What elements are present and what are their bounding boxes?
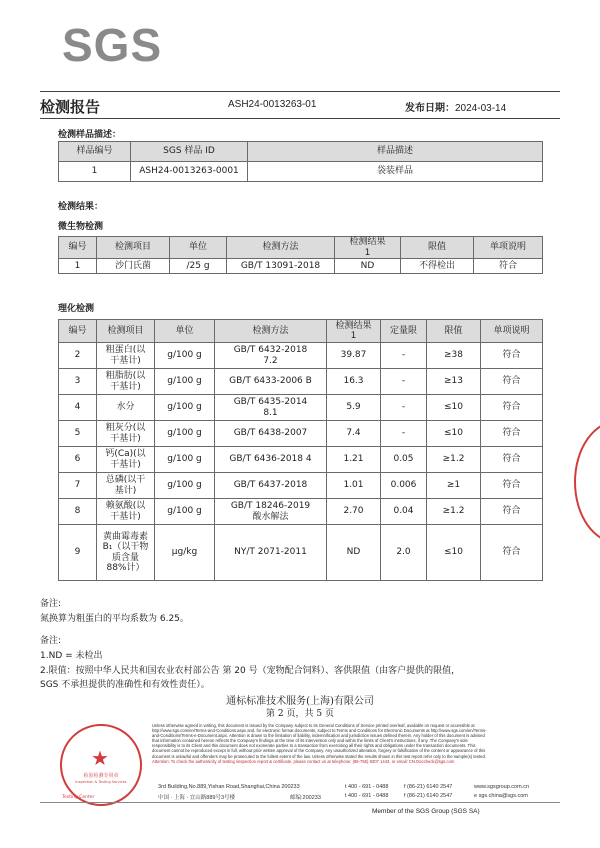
postcode: 邮编:200233 — [290, 795, 321, 801]
table-cell: NY/T 2071-2011 — [215, 525, 327, 581]
note-nd: 1.ND = 未检出 — [40, 651, 103, 661]
table-row — [59, 473, 543, 499]
issue-date-label: 发布日期： — [405, 103, 455, 114]
table-cell: 符合 — [481, 525, 543, 581]
table-cell: g/100 g — [155, 447, 215, 473]
footer-company: 通标标准技术服务(上海)有限公司 — [226, 696, 374, 707]
footer-page-number: 第 2 页，共 5 页 — [266, 709, 334, 719]
table-cell: 7.4 — [327, 421, 381, 447]
table-cell: 16.3 — [327, 369, 381, 395]
table-cell: µg/kg — [155, 525, 215, 581]
table-cell: 0.04 — [381, 499, 427, 525]
member-line: Member of the SGS Group (SGS SA) — [372, 808, 480, 815]
table-cell: 粗蛋白(以 干基计) — [97, 343, 155, 369]
column-header: 限值 — [401, 237, 474, 259]
table-cell: - — [381, 421, 427, 447]
email: e sgs.china@sgs.com — [474, 793, 528, 799]
report-number: ASH24-0013263-01 — [228, 99, 317, 110]
terms-fine-print — [152, 723, 492, 764]
column-header: 定量限 — [381, 320, 427, 343]
table-cell: - — [381, 395, 427, 421]
column-header: 限值 — [427, 320, 481, 343]
column-header: 检测项目 — [97, 320, 155, 343]
table-cell: ASH24-0013263-0001 — [131, 162, 248, 182]
table-cell: 赖氨酸(以 干基计) — [97, 499, 155, 525]
micro-heading: 微生物检测 — [58, 222, 104, 232]
seal-label: 检验检测专用章 — [83, 773, 119, 779]
table-cell: - — [381, 343, 427, 369]
table-cell: 符合 — [474, 259, 543, 274]
issue-date-value: 2024-03-14 — [455, 103, 507, 114]
table-cell: 符合 — [481, 447, 543, 473]
column-header: 样品描述 — [248, 142, 543, 162]
footer-rule — [40, 802, 560, 803]
table-cell: 水分 — [97, 395, 155, 421]
table-cell: ≥1 — [427, 473, 481, 499]
table-cell: g/100 g — [155, 499, 215, 525]
column-header: SGS 样品 ID — [131, 142, 248, 162]
table-cell: 2 — [59, 343, 97, 369]
table-cell: 符合 — [481, 473, 543, 499]
table-cell: GB/T 13091-2018 — [227, 259, 335, 274]
table-cell: 1.21 — [327, 447, 381, 473]
table-cell: GB/T 6436-2018 4 — [215, 447, 327, 473]
sample-heading: 检测样品描述： — [58, 130, 122, 140]
table-row — [59, 162, 543, 182]
table-row — [59, 259, 543, 274]
table-cell: 符合 — [481, 369, 543, 395]
address-chinese: 中国 · 上海 · 宜山路889号3号楼 — [158, 795, 236, 801]
sgs-logo: SGS — [62, 19, 163, 71]
column-header: 检测项目 — [97, 237, 170, 259]
table-cell: GB/T 6437-2018 — [215, 473, 327, 499]
table-cell: 7 — [59, 473, 97, 499]
table-cell: 1 — [59, 259, 97, 274]
table-cell: 6 — [59, 447, 97, 473]
table-cell: g/100 g — [155, 343, 215, 369]
table-cell: 8 — [59, 499, 97, 525]
table-cell: - — [381, 369, 427, 395]
seal-bottom-text: Testing Center — [62, 795, 95, 800]
table-cell: ≥38 — [427, 343, 481, 369]
column-header: 检测结果 1 — [335, 237, 401, 259]
table-cell: 1.01 — [327, 473, 381, 499]
column-header: 检测结果 1 — [327, 320, 381, 343]
table-cell: 4 — [59, 395, 97, 421]
table-cell: 粗脂肪(以 干基计) — [97, 369, 155, 395]
remark-label: 备注: — [40, 599, 62, 609]
table-cell: 3 — [59, 369, 97, 395]
table-cell: 9 — [59, 525, 97, 581]
report-title: 检测报告 — [40, 98, 101, 116]
table-cell: 2.0 — [381, 525, 427, 581]
table-cell: 沙门氏菌 — [97, 259, 170, 274]
seal-star-icon: ★ — [91, 746, 109, 770]
table-cell: ≤10 — [427, 421, 481, 447]
address-english: 3rd Building,No.889,Yishan Road,Shanghai,China 200233 — [158, 784, 300, 790]
table-cell: g/100 g — [155, 421, 215, 447]
table-cell: 粗灰分(以 干基计) — [97, 421, 155, 447]
table-cell: 总磷(以干 基计) — [97, 473, 155, 499]
table-cell: 5 — [59, 421, 97, 447]
table-cell: ≤10 — [427, 525, 481, 581]
table-cell: g/100 g — [155, 395, 215, 421]
table-cell: ≥1.2 — [427, 499, 481, 525]
phone-cn: t 400 - 691 - 0488 — [345, 793, 389, 799]
column-header: 编号 — [59, 237, 97, 259]
column-header: 编号 — [59, 320, 97, 343]
attention-text: Attention: To check the authenticity of testing /inspection report & certificate, please contact us at telephone: (86-755) 8307 1443, or email: CN.Doccheck@sgs.com — [152, 758, 455, 764]
table-row — [59, 447, 543, 473]
column-header: 单项说明 — [481, 320, 543, 343]
column-header: 检测方法 — [215, 320, 327, 343]
header-rule — [40, 91, 560, 92]
table-cell: ≤10 — [427, 395, 481, 421]
table-cell: 符合 — [481, 343, 543, 369]
fax-en: f (86-21) 6140 2547 — [404, 784, 453, 790]
table-cell: GB/T 6438-2007 — [215, 421, 327, 447]
fax-cn: f (86-21) 6140 2547 — [404, 793, 453, 799]
sample-table — [58, 141, 543, 182]
column-header: 检测方法 — [227, 237, 335, 259]
table-cell: g/100 g — [155, 369, 215, 395]
table-row — [59, 421, 543, 447]
table-row — [59, 343, 543, 369]
note-limit-1: 2.限值：按照中华人民共和国农业农村部公告 第 20 号（宠物配合饲料）、客供限值（由客户提供的限值， — [40, 666, 461, 676]
table-cell: /25 g — [170, 259, 227, 274]
table-cell: 0.006 — [381, 473, 427, 499]
table-cell: 不得检出 — [401, 259, 474, 274]
table-cell: GB/T 6432-2018 7.2 — [215, 343, 327, 369]
terms-text: Unless otherwise agreed in writing, this document is issued by the Company subject to its General Conditions of Service printed overleaf, available on request or accessible at http://www.sgs.com/en/Terms-and-Conditions.aspx and, for electronic format documents, subject to Terms and Conditions for Electronic Documents at http://www.sgs.com/en/Terms-and-Conditions/Terms-e-Document.aspx. Attention is drawn to the limitation of liability, indemnification and jurisdiction issues defined therein. Any holder of this document is advised that information contained hereon reflects the Company's findings at the time of its intervention only and within the limits of Client's instructions, if any. The Company's sole responsibility is to its Client and this document does not exonerate parties to a transaction from exercising all their rights and obligations under the transaction documents. This document cannot be reproduced except in full, without prior written approval of the Company. Any unauthorized alteration, forgery or falsification of the content or appearance of this document is unlawful and offenders may be prosecuted to the fullest extent of the law. Unless otherwise stated the results shown in this test report refer only to the sample(s) tested. — [152, 723, 487, 759]
table-row — [59, 395, 543, 421]
table-cell: GB/T 6433-2006 B — [215, 369, 327, 395]
table-row — [59, 369, 543, 395]
seal-english: Inspection & Testing Services — [75, 780, 127, 784]
remark2-label: 备注: — [40, 636, 62, 646]
edge-seal — [574, 420, 600, 544]
table-row — [59, 499, 543, 525]
results-heading: 检测结果： — [58, 202, 104, 212]
table-cell: 符合 — [481, 395, 543, 421]
table-cell: 39.87 — [327, 343, 381, 369]
table-cell: 袋装样品 — [248, 162, 543, 182]
column-header: 单项说明 — [474, 237, 543, 259]
table-cell: ≥13 — [427, 369, 481, 395]
remark-text: 氮换算为粗蛋白的平均系数为 6.25。 — [40, 614, 189, 624]
table-cell: GB/T 6435-2014 8.1 — [215, 395, 327, 421]
title-rule — [40, 118, 560, 119]
table-cell: 0.05 — [381, 447, 427, 473]
table-cell: 黄曲霉毒素 B₁（以干物 质含量 88%计） — [97, 525, 155, 581]
round-seal — [60, 724, 142, 806]
table-cell: GB/T 18246-2019 酸水解法 — [215, 499, 327, 525]
table-cell: ND — [335, 259, 401, 274]
issue-date — [405, 99, 506, 114]
table-cell: 符合 — [481, 421, 543, 447]
table-cell: g/100 g — [155, 473, 215, 499]
phone-en: t 400 - 691 - 0488 — [345, 784, 389, 790]
table-cell: ≥1.2 — [427, 447, 481, 473]
table-cell: 1 — [59, 162, 131, 182]
physchem-heading: 理化检测 — [58, 304, 95, 314]
table-cell: 钙(Ca)(以 干基计) — [97, 447, 155, 473]
column-header: 样品编号 — [59, 142, 131, 162]
table-cell: ND — [327, 525, 381, 581]
website: www.sgsgroup.com.cn — [474, 784, 530, 790]
physchem-table — [58, 319, 543, 581]
column-header: 单位 — [155, 320, 215, 343]
column-header: 单位 — [170, 237, 227, 259]
table-cell: 符合 — [481, 499, 543, 525]
micro-table — [58, 236, 543, 274]
table-cell: 2.70 — [327, 499, 381, 525]
table-cell: 5.9 — [327, 395, 381, 421]
table-row — [59, 525, 543, 581]
note-limit-2: SGS 不承担提供的准确性和有效性责任）。 — [40, 680, 210, 690]
